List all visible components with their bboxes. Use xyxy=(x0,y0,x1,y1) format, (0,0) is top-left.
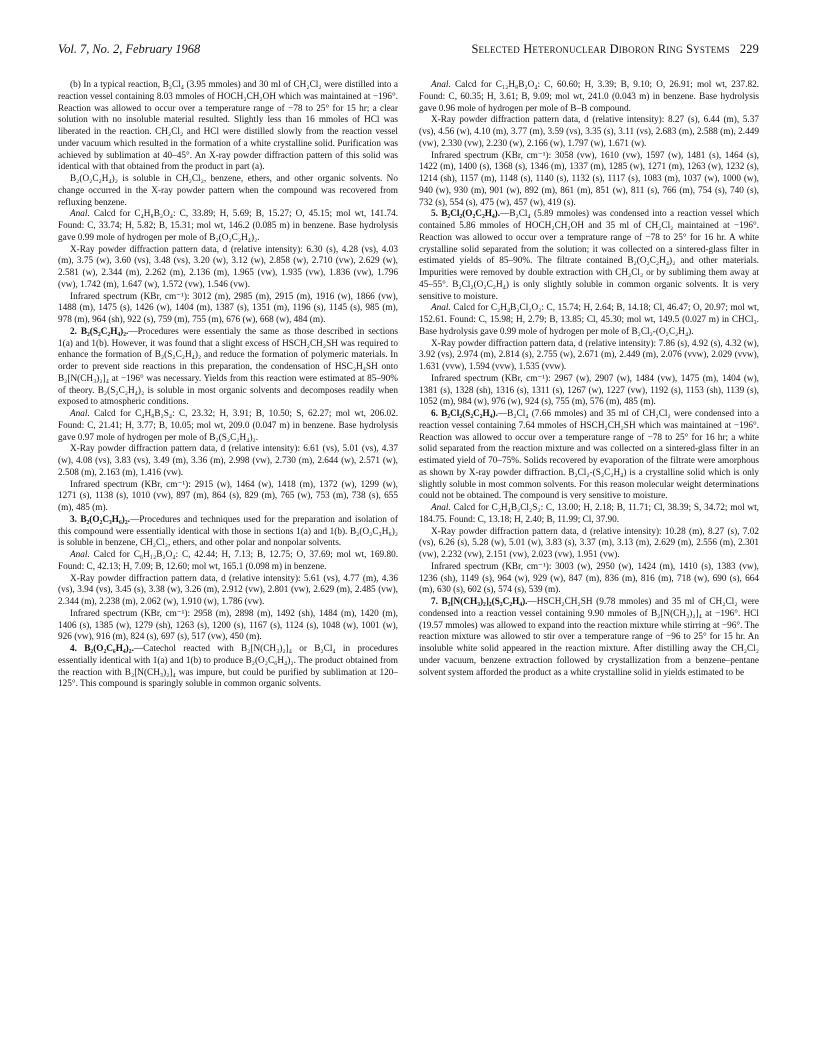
section-paragraph xyxy=(58,515,398,550)
paragraph: (b) In a typical reaction, B₂Cl₄ (3.95 mmoles) and 30 ml of CH₂Cl₂ were distilled into a reaction vessel containing 8.03 mmoles of HOCH₂CH₂OH which was maintained at −196°. Reaction was allowed to occur over a temperature range of −78 to 25° for 15 hr; a clear solution with no insoluble material resulted. Slightly less than 16 mmoles of HCl was liberated in the reaction. CH₂Cl₂ and HCl were distilled slowly from the reaction vessel under vacuum which resulted in the formation of a white crystalline solid. Purification was achieved by sublimation at 40–45°. An X-ray powder diffraction pattern of this solid was identical with that obtained from the product in part (a). xyxy=(58,80,398,173)
paragraph: X-Ray powder diffraction pattern data, d (relative intensity): 10.28 (m), 8.27 (s), 7.02 (vs), 6.26 (s), 5.28 (w), 5.01 (w), 3.83 (s), 3.37 (m), 3.13 (m), 2.629 (m), 2.556 (m), 2.301 (vw), 2.232 (vw), 2.151 (vw), 2.023 (vw), 1.951 (vw). xyxy=(419,526,759,560)
analysis-paragraph xyxy=(419,503,759,527)
journal-citation: Vol. 7, No. 2, February 1968 xyxy=(58,42,201,56)
paragraph: Infrared spectrum (KBr, cm⁻¹): 3012 (m), 2985 (m), 2915 (m), 1916 (w), 1866 (vw), 1488 (m), 1475 (s), 1426 (w), 1404 (m), 1387 (s), 1351 (m), 1196 (s), 1145 (s), 985 (m), 978 (m), 964 (sh), 922 (s), 759 (m), 755 (m), 676 (w), 668 (w), 484 (m). xyxy=(58,291,398,325)
body-columns xyxy=(58,80,759,1040)
section-compound: B₂Cl₂(S₂C₂H₄). xyxy=(441,409,498,419)
paragraph: X-Ray powder diffraction pattern data, d (relative intensity): 6.61 (vs), 5.01 (vs), 4.37 (w), 4.08 (vs), 3.83 (vs), 3.49 (m), 3.36 (m), 2.998 (vw), 2.730 (m), 2.644 (w), 2.571 (w), 2.508 (m), 2.163 (m), 1.416 (vw). xyxy=(58,444,398,478)
section-text: —Catechol reacted with B₂[N(CH₃)₂]₄ or B₂Cl₄ in procedures essentially identical with 1(a) and 1(b) to produce B₂(O₂C₆H₄)₂. The product obtained from the reaction with B₂[N(CH₃)₂]₄ was impure, but could be purified by sublimation at 120–125°. This compound is sparingly soluble in common organic solvents. xyxy=(58,644,398,690)
analysis-text: Calcd for C₂H₄B₂Cl₂O₂: C, 15.74; H, 2.64; B, 14.18; Cl, 46.47; O, 20.97; mol wt, 152.61. Found: C, 15.98; H, 2.79; B, 13.85; Cl, 45.30; mol wt, 149.5 (0.027 m) in CHCl₃. Base hydrolysis gave 0.99 mole of hydrogen per mole of B₂Cl₂-(O₂C₂H₄). xyxy=(419,303,759,337)
section-number: 4. xyxy=(70,644,77,654)
section-title: Selected Heteronuclear Diboron Ring Systems xyxy=(471,42,730,56)
section-text: —Procedures were essentialy the same as those described in sections 1(a) and 1(b). However, it was found that a slight excess of HSCH₂CH₂SH was required to enhance the formation of B₂(S₂C₂H₄)₂ and reduce the formation of polymeric materials. In order to prevent side reactions in this preparation, the condensation of HSC₂H₄SH onto B₂[N(CH₃)₂]₄ at −196° was necessary. Yields from this reaction were estimated at 85–90% of theory. B₂(S₂C₂H₄)₂ is soluble in most organic solvents and decomposes readily when exposed to atmospheric conditions. xyxy=(58,326,398,408)
section-text: —HSCH₂CH₂SH (9.78 mmoles) and 35 ml of CH₂Cl₂ were condensed into a reaction vessel containing 9.90 mmoles of B₂[N(CH₃)₂]₄ at −196°. HCl (19.57 mmoles) was allowed to expand into the reaction mixture while stirring at −96°. The reaction mixture was allowed to stir over a temperature range of −96 to 25° for 15 hr. An insoluble white solid appeared in the reaction mixture. After distilling away the CH₂Cl₂ under vacuum, benzene extraction followed by crystallization from a benzene–pentane solvent system afforded the product as a white crystalline solid in yields estimated to be xyxy=(419,597,759,678)
analysis-text: Calcd for C₄H₈B₂S₄: C, 23.32; H, 3.91; B, 10.50; S, 62.27; mol wt, 206.02. Found: C, 21.41; H, 3.77; B, 10.05; mol wt, 209.0 (0.047 m) in benzene. Base hydrolysis gave 0.97 mole of hydrogen per mole of B₂(S₂C₂H₄)₂. xyxy=(58,409,398,443)
section-compound: B₂(O₂C₃H₆)₂. xyxy=(80,514,130,525)
section-number: 6. xyxy=(431,409,438,419)
section-paragraph xyxy=(419,597,759,679)
section-number: 7. xyxy=(431,597,438,607)
running-header xyxy=(58,42,759,64)
analysis-label: Anal. xyxy=(431,503,451,513)
page-number: 229 xyxy=(739,42,759,56)
analysis-label: Anal. xyxy=(70,409,90,419)
right-column xyxy=(419,80,759,1040)
section-compound: B₂(O₂C₆H₄)₂. xyxy=(84,644,134,654)
analysis-text: Calcd for C₂H₄B₂Cl₂S₂: C, 13.00; H, 2.18; B, 11.71; Cl, 38.39; S, 34.72; mol wt, 184.75. Found: C, 13.18; H, 2.40; B, 11.99; Cl, 37.90. xyxy=(419,503,759,525)
section-text: —B₂Cl₄ (7.66 mmoles) and 35 ml of CH₂Cl₂ were condensed into a reaction vessel containing 7.64 mmoles of HSCH₂CH₂SH which was maintained at −196°. Reaction was allowed to occur over a temperature range of −78 to 25° for 16 hr; a white solid separated from the reaction mixture and was collected on a sintered-glass filter in an estimated yield of 70–75%. Solids recovered by evaporation of the filtrate were amorphous as shown by X-ray powder diffraction. B₂Cl₂-(S₂C₂H₄) is a crystalline solid which is only slightly soluble in most common solvents. For this reason molecular weight determinations could not be obtained. The compound is very sensitive to moisture. xyxy=(419,409,759,502)
analysis-paragraph xyxy=(58,409,398,444)
section-paragraph xyxy=(58,327,398,409)
paragraph: Infrared spectrum (KBr, cm⁻¹): 2915 (w), 1464 (w), 1418 (m), 1372 (w), 1299 (w), 1271 (s), 1138 (s), 1010 (vw), 897 (m), 864 (s), 829 (m), 765 (w), 753 (m), 738 (s), 655 (m), 485 (m). xyxy=(58,479,398,513)
paragraph: Infrared spectrum (KBr, cm⁻¹): 3058 (vw), 1610 (vw), 1597 (w), 1481 (s), 1464 (s), 1422 (m), 1400 (s), 1368 (s), 1346 (m), 1337 (m), 1285 (w), 1271 (m), 1263 (w), 1232 (s), 1214 (sh), 1157 (m), 1148 (s), 1140 (s), 1132 (s), 1117 (s), 1083 (m), 1037 (w), 1000 (w), 940 (w), 930 (m), 901 (w), 892 (m), 861 (m), 851 (w), 811 (s), 766 (m), 754 (s), 740 (s), 732 (s), 554 (s), 475 (w), 457 (w), 419 (s). xyxy=(419,150,759,208)
paragraph: X-Ray powder diffraction pattern data, d (relative intensity): 7.86 (s), 4.92 (s), 4.32 (w), 3.92 (vs), 2.974 (m), 2.814 (s), 2.755 (w), 2.671 (m), 2.449 (m), 2.076 (vvw), 2.029 (vvw), 1.631 (vvw), 1.594 (vvw), 1.535 (vvw). xyxy=(419,338,759,372)
section-compound: B₂[N(CH₃)₂]₂(S₂C₂H₄). xyxy=(441,597,528,607)
analysis-paragraph xyxy=(58,550,398,574)
section-number: 5. xyxy=(431,209,438,220)
section-compound: B₂(S₂C₂H₄)₂. xyxy=(80,326,129,337)
analysis-label: Anal. xyxy=(431,303,451,314)
analysis-paragraph xyxy=(58,209,398,244)
paragraph: Infrared spectrum (KBr, cm⁻¹): 2967 (w), 2907 (w), 1484 (vw), 1475 (m), 1404 (w), 1381 (s), 1328 (sh), 1316 (s), 1311 (s), 1267 (w), 1227 (vw), 1192 (s), 1153 (sh), 1139 (s), 1052 (m), 984 (w), 976 (w), 924 (s), 755 (m), 576 (m), 485 (m). xyxy=(419,373,759,408)
paragraph: X-Ray powder diffraction pattern data, d (relative intensity): 8.27 (s), 6.44 (m), 5.37 (vs), 4.56 (w), 4.10 (m), 3.77 (m), 3.59 (vs), 3.35 (s), 3.11 (vs), 2.683 (m), 2.588 (m), 2.449 (vw), 2.330 (vw), 2.230 (w), 2.166 (w), 1.797 (w), 1.671 (w). xyxy=(419,115,759,149)
analysis-label: Anal. xyxy=(431,80,451,90)
section-number: 3. xyxy=(70,514,77,525)
section-paragraph xyxy=(58,644,398,691)
analysis-text: Calcd for C₆H₁₂B₂O₄: C, 42.44; H, 7.13; B, 12.75; O, 37.69; mol wt, 169.80. Found: C, 42.13; H, 7.09; B, 12.60; mol wt, 165.1 (0.098 m) in benzene. xyxy=(58,550,398,572)
analysis-text: Calcd for C₁₂H₈B₂O₄: C, 60.60; H, 3.39; B, 9.10; O, 26.91; mol wt, 237.82. Found: C, 60.35; H, 3.61; B, 9.09; mol wt, 241.0 (0.043 m) in benzene. Base hydrolysis gave 0.96 mole of hydrogen per mole of B–B compound. xyxy=(419,80,759,114)
header-right xyxy=(471,42,759,57)
section-compound: B₂Cl₂(O₂C₂H₄). xyxy=(441,209,501,220)
analysis-text: Calcd for C₄H₈B₂O₄: C, 33.89; H, 5.69; B, 15.27; O, 45.15; mol wt, 141.74. Found: C, 33.74; H, 5.82; B, 15.31; mol wt, 146.2 (0.085 m) in benzene. Base hydrolysis gave 0.99 mole of hydrogen per mole of B₂(O₂C₂H₄)₂. xyxy=(58,209,398,243)
paragraph: X-Ray powder diffraction pattern data, d (relative intensity): 6.30 (s), 4.28 (vs), 4.03 (m), 3.75 (w), 3.60 (vs), 3.48 (vs), 3.20 (w), 3.12 (w), 2.858 (w), 2.710 (vw), 2.629 (w), 2.581 (w), 2.344 (m), 2.262 (m), 2.136 (m), 1.965 (vw), 1.935 (vw), 1.836 (vw), 1.796 (vw), 1.742 (m), 1.647 (w), 1.572 (vw), 1.546 (vw). xyxy=(58,244,398,290)
left-column xyxy=(58,80,398,1040)
section-paragraph xyxy=(419,409,759,503)
section-text: —Procedures and techniques used for the preparation and isolation of this compound were essentially identical with those in sections 1(a) and 1(b). B₂(O₂C₃H₆)₂ is soluble in benzene, CH₂Cl₂, ethers, and other polar and nonpolar solvents. xyxy=(58,514,398,549)
analysis-label: Anal. xyxy=(70,209,90,220)
analysis-label: Anal. xyxy=(70,550,90,560)
paragraph: X-Ray powder diffraction pattern data, d (relative intensity): 5.61 (vs), 4.77 (m), 4.36 (vs), 3.94 (vs), 3.45 (s), 3.38 (w), 3.26 (m), 2.912 (vw), 2.801 (vw), 2.629 (m), 2.485 (vw), 2.344 (m), 2.238 (m), 2.062 (w), 1.910 (w), 1.786 (vw). xyxy=(58,573,398,607)
paragraph: Infrared spectrum (KBr, cm⁻¹): 2958 (m), 2898 (m), 1492 (sh), 1484 (m), 1420 (m), 1406 (s), 1385 (w), 1279 (sh), 1263 (s), 1200 (s), 1167 (s), 1124 (s), 1048 (w), 1001 (w), 926 (vw), 916 (m), 824 (s), 697 (s), 517 (vw), 450 (m). xyxy=(58,608,398,643)
analysis-paragraph xyxy=(419,303,759,338)
paragraph: Infrared spectrum (KBr, cm⁻¹): 3003 (w), 2950 (w), 1424 (m), 1410 (s), 1383 (vw), 1236 (sh), 1149 (s), 964 (w), 929 (w), 847 (m), 836 (m), 816 (m), 718 (w), 690 (s), 664 (m), 630 (s), 602 (s), 574 (s), 539 (m). xyxy=(419,561,759,596)
section-paragraph xyxy=(419,209,759,303)
section-text: —B₂Cl₄ (5.89 mmoles) was condensed into a reaction vessel which contained 5.86 mmoles of HOCH₂CH₂OH and 35 ml of CH₂Cl₂ maintained at −196°. Reaction was allowed to occur over a temprature range of −78 to 25° for 16 hr. A white crystalline solid separated from the solution; it was collected on a sintered-glass filter in estimated yields of 85–90%. The filtrate contained B₂(O₂C₂H₄)₂ and other materials. Impurities were removed by double extraction with CH₂Cl₂ or by subliming them away at 45–55°. B₂Cl₂(O₂C₂H₄) is only slightly soluble in common organic solvents. It is very sensitive to moisture. xyxy=(419,209,759,302)
paragraph: B₂(O₂C₂H₄)₂ is soluble in CH₂Cl₂, benzene, ethers, and other organic solvents. No change occurred in the X-ray powder pattern when the compound was recovered from refluxing benzene. xyxy=(58,174,398,208)
section-number: 2. xyxy=(70,326,77,337)
analysis-paragraph xyxy=(419,80,759,115)
